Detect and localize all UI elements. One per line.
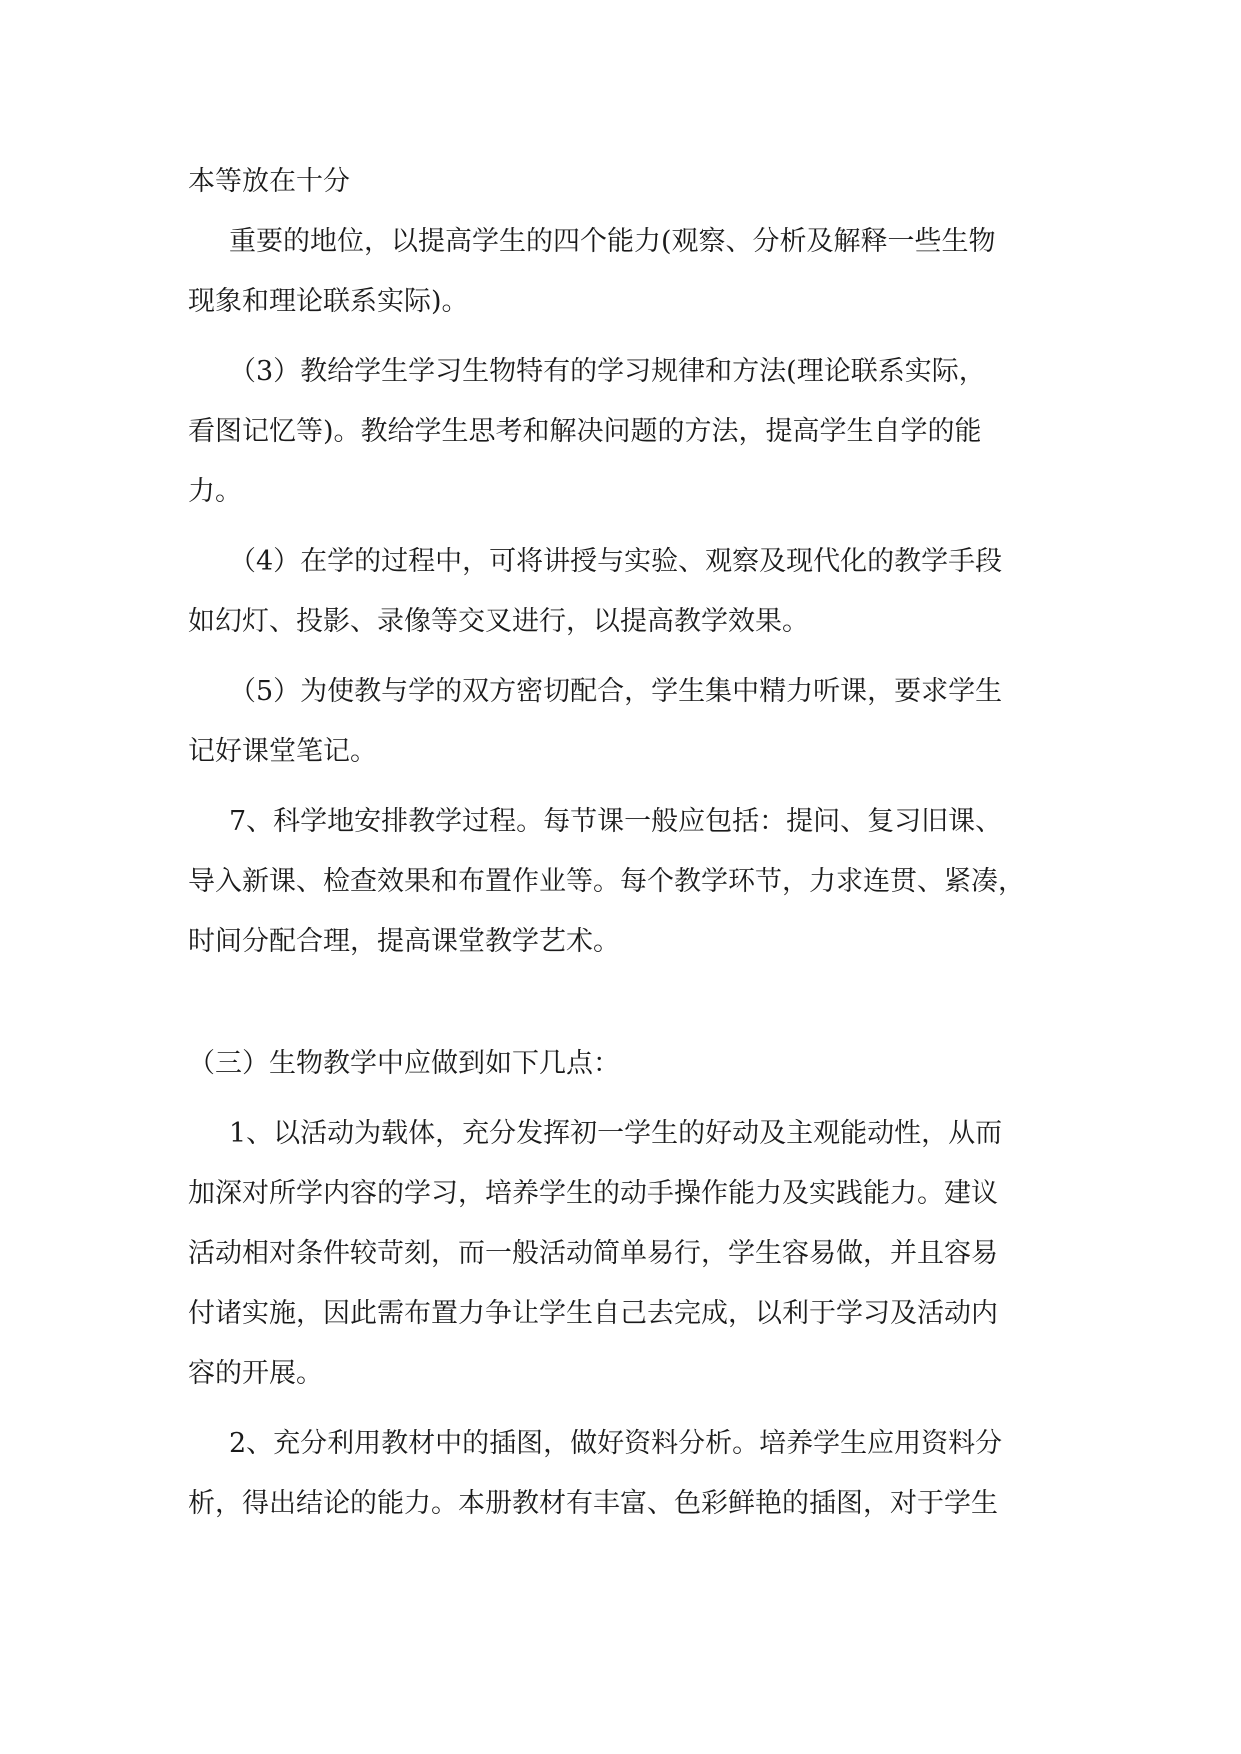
text-line: 如幻灯、投影、录像等交叉进行，以提高教学效果。 bbox=[188, 606, 809, 637]
text-line: 2、充分利用教材中的插图，做好资料分析。培养学生应用资料分 bbox=[229, 1428, 1003, 1459]
text-line: 容的开展。 bbox=[188, 1358, 323, 1389]
text-line: 7、科学地安排教学过程。每节课一般应包括：提问、复习旧课、 bbox=[229, 806, 1003, 837]
text-line: 时间分配合理，提高课堂教学艺术。 bbox=[188, 926, 620, 957]
text-line: 看图记忆等)。教给学生思考和解决问题的方法，提高学生自学的能 bbox=[188, 416, 982, 447]
text-line: （4）在学的过程中，可将讲授与实验、观察及现代化的教学手段 bbox=[229, 546, 1003, 577]
text-line: 付诸实施，因此需布置力争让学生自己去完成，以利于学习及活动内 bbox=[188, 1298, 998, 1329]
text-line: 本等放在十分 bbox=[188, 166, 350, 197]
text-line: 析，得出结论的能力。本册教材有丰富、色彩鲜艳的插图，对于学生 bbox=[188, 1488, 998, 1519]
text-line: （5）为使教与学的双方密切配合，学生集中精力听课，要求学生 bbox=[229, 676, 1003, 707]
text-line: 1、以活动为载体，充分发挥初一学生的好动及主观能动性，从而 bbox=[229, 1118, 1003, 1149]
text-line: 加深对所学内容的学习，培养学生的动手操作能力及实践能力。建议 bbox=[188, 1178, 998, 1209]
text-line: 导入新课、检查效果和布置作业等。每个教学环节，力求连贯、紧凑， bbox=[188, 866, 1025, 897]
text-line: （3）教给学生学习生物特有的学习规律和方法(理论联系实际， bbox=[229, 356, 986, 387]
text-line: 重要的地位，以提高学生的四个能力(观察、分析及解释一些生物 bbox=[229, 226, 996, 257]
text-line: 记好课堂笔记。 bbox=[188, 736, 377, 767]
text-line: 力。 bbox=[188, 476, 242, 507]
text-line: 现象和理论联系实际)。 bbox=[188, 286, 469, 317]
section-heading: （三）生物教学中应做到如下几点： bbox=[188, 1048, 620, 1079]
text-line: 活动相对条件较苛刻，而一般活动简单易行，学生容易做，并且容易 bbox=[188, 1238, 998, 1269]
